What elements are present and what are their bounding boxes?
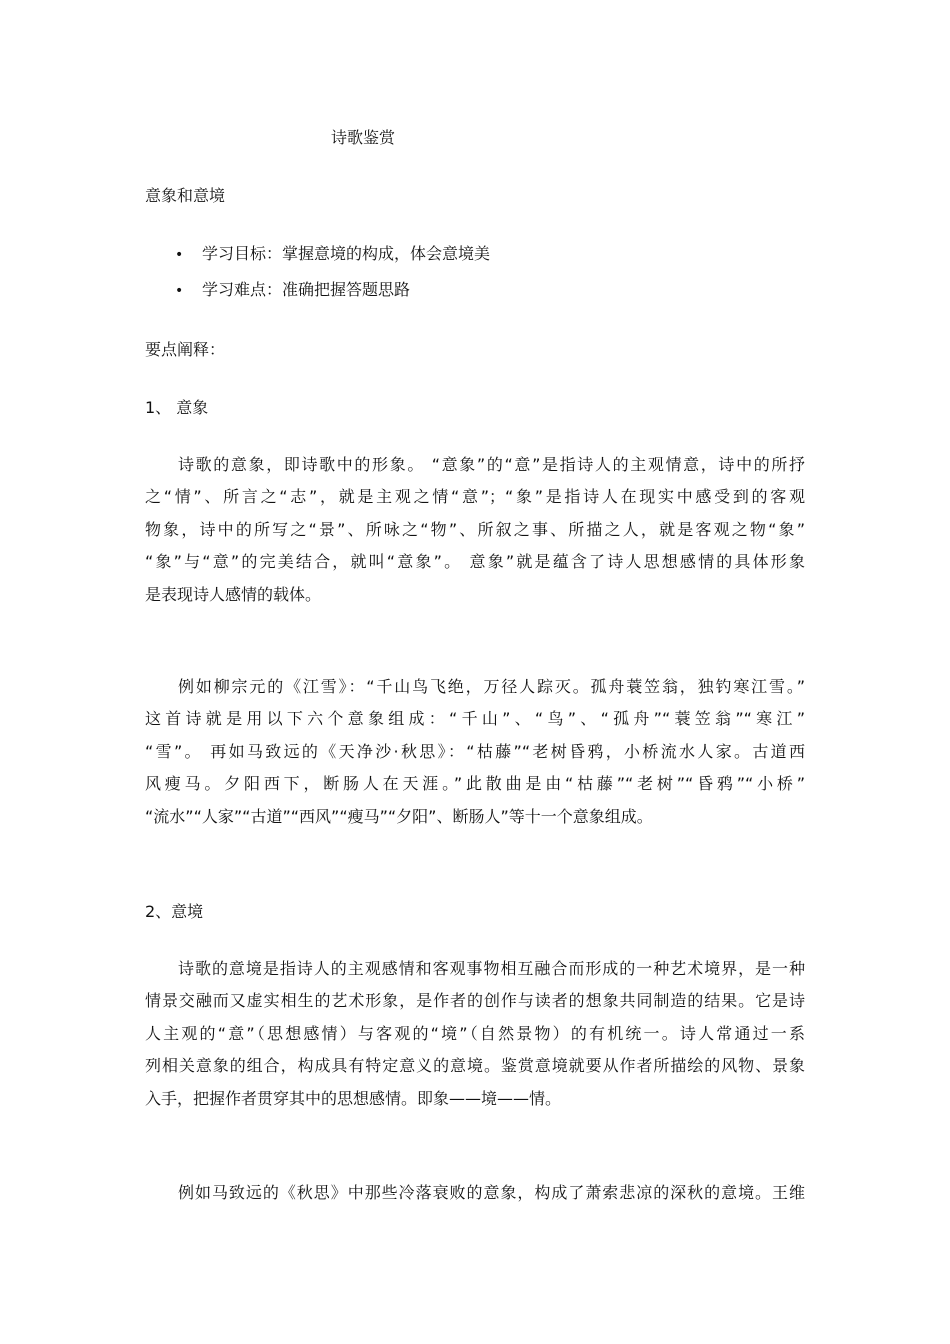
paragraph-line: “流水”“人家”“古道”“西风”“瘦马”“夕阳”、断肠人”等十一个意象组成。 [145,806,653,826]
bullet-icon: • [175,247,184,263]
subsection-heading-imagery: 1、 意象 [145,398,209,417]
paragraph-line: “象”与“意”的完美结合，就叫“意象”。 意象”就是蕴含了诗人思想感情的具体形象 [145,552,805,572]
paragraph-artistic-conception-definition [145,953,805,1115]
paragraph-line: 入手，把握作者贯穿其中的思想感情。即象——境——情。 [145,1088,562,1108]
paragraph-imagery-examples [145,671,805,833]
paragraph-line: 人主观的“意”（思想感情）与客观的“境”（自然景物）的有机统一。诗人常通过一系 [145,1023,805,1043]
paragraph-imagery-definition [145,449,805,611]
paragraph-line: 是表现诗人感情的载体。 [145,584,322,604]
objective-item [175,279,410,302]
paragraph-line: 这首诗就是用以下六个意象组成：“千山”、“鸟”、“孤舟”“蓑笠翁”“寒江” [145,709,805,729]
paragraph-line: “雪”。 再如马致远的《天净沙·秋思》：“枯藤”“老树昏鸦，小桥流水人家。古道西 [145,741,805,761]
paragraph-line: 列相关意象的组合，构成具有特定意义的意境。鉴赏意境就要从作者所描绘的风物、景象 [145,1056,805,1076]
bullet-icon: • [175,283,184,299]
objective-item [175,243,490,266]
section-title: 意象和意境 [145,186,226,205]
objective-text: 学习目标：掌握意境的构成，体会意境美 [202,244,491,263]
points-heading: 要点阐释： [145,340,226,359]
paragraph-artistic-conception-example [145,1177,805,1209]
paragraph-line: 之“情”、所言之“志”，就是主观之情“意”；“象”是指诗人在现实中感受到的客观 [145,487,805,507]
paragraph-line: 风瘦马。夕阳西下，断肠人在天涯。”此散曲是由“枯藤”“老树”“昏鸦”“小桥” [145,774,805,794]
document-title: 诗歌鉴赏 [330,128,395,147]
paragraph-line: 诗歌的意象，即诗歌中的形象。 “意象”的“意”是指诗人的主观情意，诗中的所抒 [178,455,805,474]
paragraph-line: 物象，诗中的所写之“景”、所咏之“物”、所叙之事、所描之人，就是客观之物“象” [145,519,805,539]
paragraph-line: 例如柳宗元的《江雪》：“千山鸟飞绝，万径人踪灭。孤舟蓑笠翁，独钓寒江雪。” [178,677,805,696]
paragraph-line: 诗歌的意境是指诗人的主观感情和客观事物相互融合而形成的一种艺术境界，是一种 [178,959,805,978]
subsection-heading-artistic-conception: 2、意境 [145,902,204,921]
paragraph-line: 例如马致远的《秋思》中那些冷落衰败的意象，构成了萧索悲凉的深秋的意境。王维 [178,1183,805,1202]
objective-text: 学习难点：准确把握答题思路 [202,280,411,299]
paragraph-line: 情景交融而又虚实相生的艺术形象，是作者的创作与读者的想象共同制造的结果。它是诗 [145,991,805,1011]
